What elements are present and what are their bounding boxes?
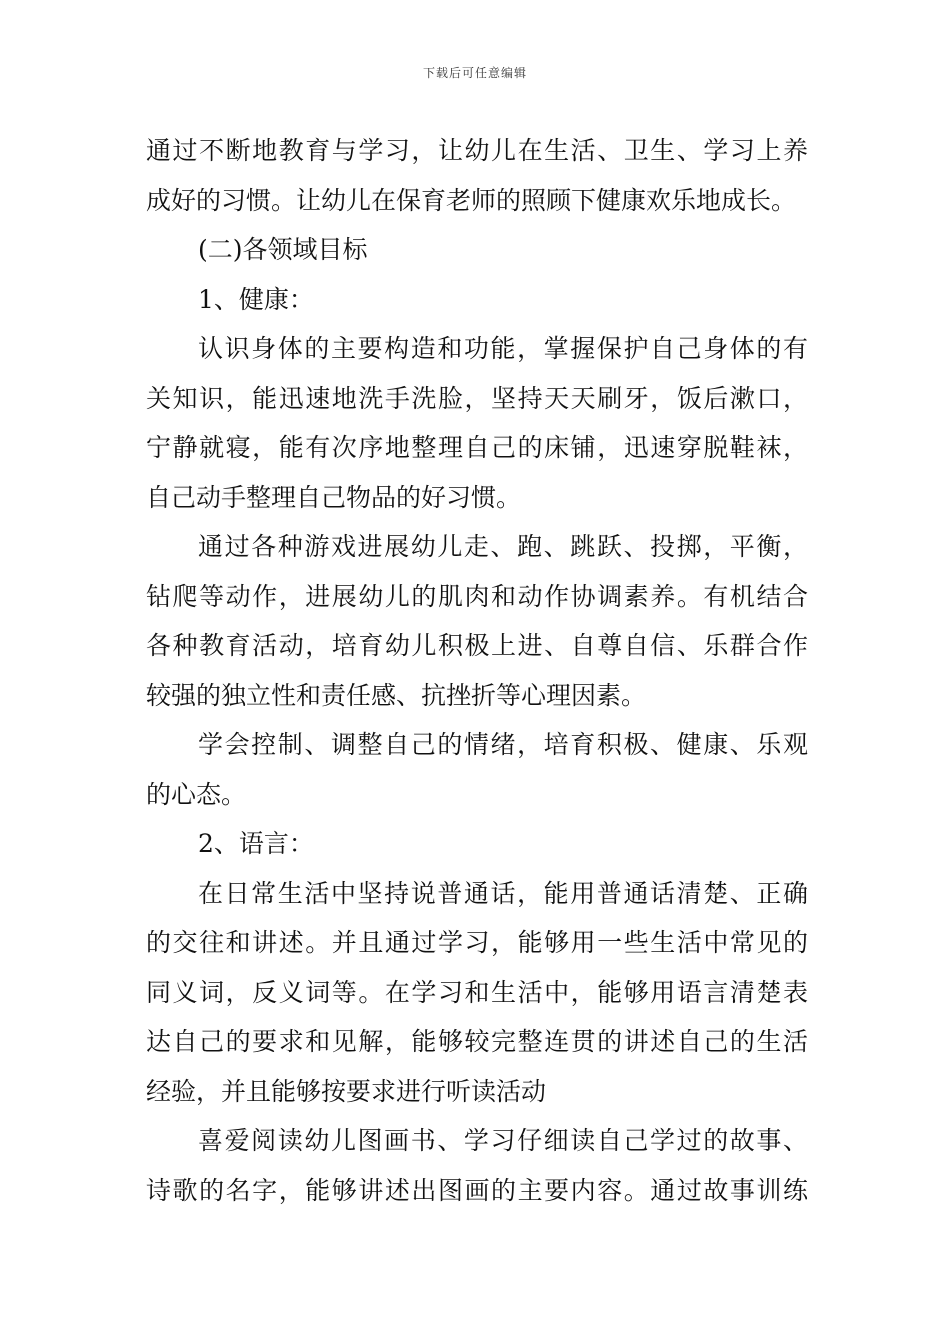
text-line: 的交往和讲述。并且通过学习，能够用一些生活中常见的: [146, 928, 808, 957]
text-line: 2、语言：: [198, 829, 314, 858]
text-line: 1、健康：: [198, 284, 314, 314]
text-line: 学会控制、调整自己的情绪，培育积极、健康、乐观: [198, 730, 808, 759]
text-line: 关知识，能迅速地洗手洗脸，坚持天天刷牙，饭后漱口，: [146, 383, 808, 413]
text-line: 较强的独立性和责任感、抗挫折等心理因素。: [146, 680, 647, 710]
text-line: 的心态。: [146, 779, 247, 809]
document-body: [146, 126, 808, 1215]
text-line: 钻爬等动作，进展幼儿的肌肉和动作协调素养。有机结合: [146, 581, 808, 611]
text-line: 同义词，反义词等。在学习和生活中，能够用语言清楚表: [146, 977, 808, 1007]
text-line: 自己动手整理自己物品的好习惯。: [146, 482, 522, 512]
text-line: 各种教育活动，培育幼儿积极上进、自尊自信、乐群合作: [146, 631, 808, 660]
text-line: 经验，并且能够按要求进行听读活动: [146, 1076, 547, 1106]
text-line: 通过不断地教育与学习，让幼儿在生活、卫生、学习上养: [146, 136, 808, 165]
text-line: (二)各领域目标: [198, 235, 368, 264]
text-line: 认识身体的主要构造和功能，掌握保护自己身体的有: [198, 334, 808, 363]
text-line: 成好的习惯。让幼儿在保育老师的照顾下健康欢乐地成长。: [146, 185, 797, 215]
text-line: 宁静就寝，能有次序地整理自己的床铺，迅速穿脱鞋袜，: [146, 433, 808, 462]
text-line: 喜爱阅读幼儿图画书、学习仔细读自己学过的故事、: [198, 1126, 808, 1155]
text-line: 在日常生活中坚持说普通话，能用普通话清楚、正确: [198, 878, 808, 908]
page-header: 下载后可任意编辑: [422, 66, 527, 80]
text-line: 通过各种游戏进展幼儿走、跑、跳跃、投掷，平衡，: [198, 532, 808, 561]
text-line: 诗歌的名字，能够讲述出图画的主要内容。通过故事训练: [146, 1175, 808, 1205]
text-line: 达自己的要求和见解，能够较完整连贯的讲述自己的生活: [146, 1027, 808, 1056]
